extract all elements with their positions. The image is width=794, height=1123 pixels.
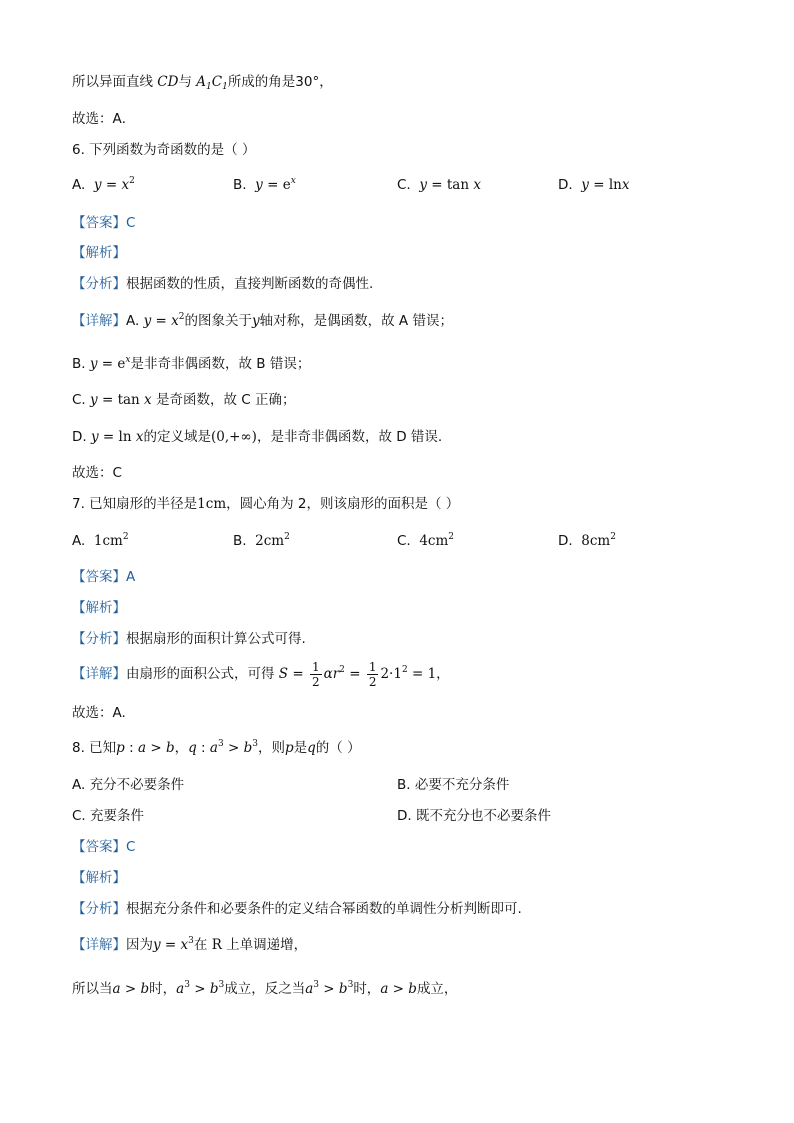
q7-choice: 故选：A. — [72, 705, 126, 721]
q8-fenxi: 【分析】根据充分条件和必要条件的定义结合幂函数的单调性分析判断即可. — [72, 901, 522, 917]
q8-option-c: C. 充要条件 — [72, 808, 145, 824]
q7-fenxi: 【分析】根据扇形的面积计算公式可得. — [72, 631, 306, 647]
q7-answer: 【答案】A — [72, 569, 136, 585]
q8-analysis-label: 【解析】 — [72, 870, 126, 886]
q6-detail-c: C. y = tan x 是奇函数，故 C 正确； — [72, 392, 296, 408]
fraction-half: $\frac{1}{2}$ — [368, 659, 377, 689]
q6-choice: 故选：C — [72, 465, 122, 481]
q8-detail: 【详解】因为$y = x^3$在 R 上单调递增， — [72, 936, 308, 953]
q8-stem: 8. 已知p : a > b，q : $a^3 > b^3$，则p是q的（ ） — [72, 739, 361, 756]
q7-option-d: D. $8cm^2$ — [558, 532, 616, 549]
q7-option-b: B. $2cm^2$ — [233, 532, 290, 549]
q8-detail-cont: 所以当a > b时，$a^3 > b^3$成立，反之当$a^3 > b^3$时，a > b成立， — [72, 980, 458, 997]
q8-option-b: B. 必要不充分条件 — [397, 777, 510, 793]
q6-answer: 【答案】C — [72, 215, 136, 231]
q7-analysis-label: 【解析】 — [72, 600, 126, 616]
q7-stem: 7. 已知扇形的半径是1cm，圆心角为 2，则该扇形的面积是（ ） — [72, 496, 460, 512]
fraction-half: $\frac{1}{2}$ — [311, 659, 320, 689]
q6-option-d: D. y = lnx — [558, 177, 630, 193]
q6-detail-b: B. $y = e^x$是非奇非偶函数，故 B 错误； — [72, 355, 311, 372]
q7-detail: 【详解】由扇形的面积公式，可得 S = $\frac{1}{2}$ $\alpha r^2$ = $\frac{1}{2}$ $2\cdot 1^2 = 1$， — [72, 659, 450, 689]
q6-detail-d: D. y = ln x的定义域是(0,+∞)，是非奇非偶函数，故 D 错误. — [72, 429, 443, 445]
intro-conclusion-line: 所以异面直线 CD与 $A_1C_1$所成的角是30°， — [72, 74, 333, 92]
q6-fenxi: 【分析】根据函数的性质，直接判断函数的奇偶性. — [72, 276, 374, 292]
q7-option-a: A. $1cm^2$ — [72, 532, 129, 549]
q6-stem: 6. 下列函数为奇函数的是（ ） — [72, 142, 256, 158]
q6-option-a: A. $y = x^2$ — [72, 176, 135, 193]
q6-analysis-label: 【解析】 — [72, 245, 126, 261]
q6-option-c: C. y = tan x — [397, 177, 481, 193]
q6-option-b: B. $y = e^x$ — [233, 176, 296, 193]
intro-choice: 故选：A． — [72, 111, 136, 127]
q8-option-a: A. 充分不必要条件 — [72, 777, 185, 793]
q7-option-c: C. $4cm^2$ — [397, 532, 454, 549]
q6-detail-a: 【详解】A. $y = x^2$的图象关于y轴对称，是偶函数，故 A 错误； — [72, 312, 453, 329]
q8-option-d: D. 既不充分也不必要条件 — [397, 808, 551, 824]
q8-answer: 【答案】C — [72, 839, 136, 855]
